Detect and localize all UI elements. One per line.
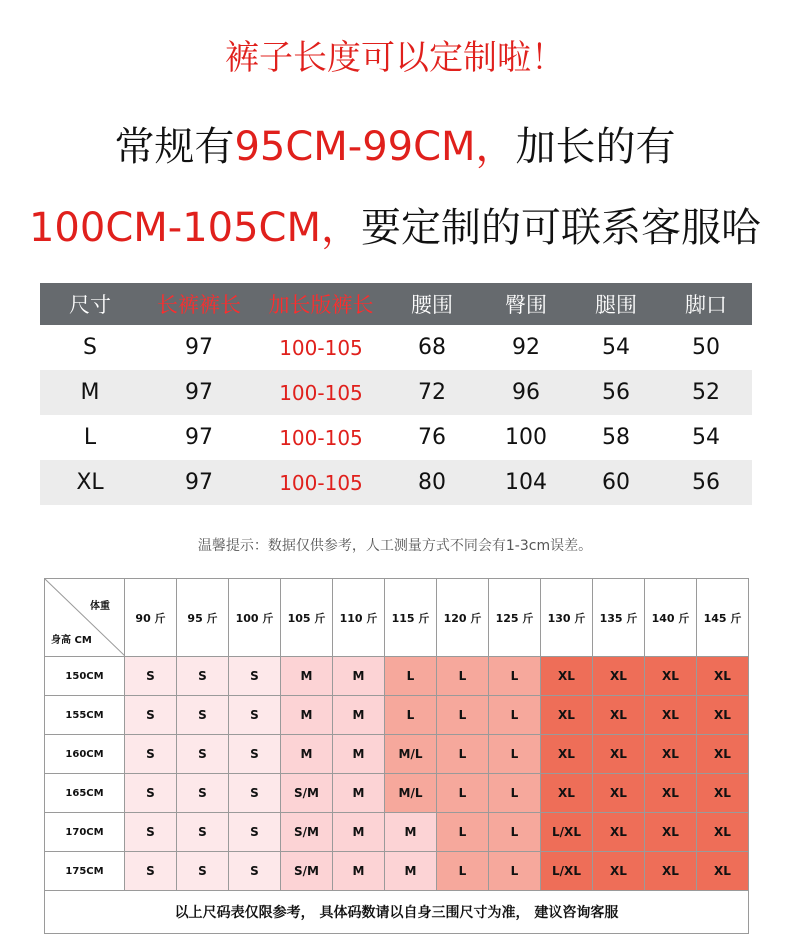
size-recommendation-cell: L <box>489 735 541 774</box>
headline-line3-a: 100CM-105CM， <box>28 205 361 251</box>
height-label: 150CM <box>45 657 125 696</box>
size-cell: 68 <box>418 335 446 360</box>
size-cell: 72 <box>384 370 480 415</box>
size-cell: 50 <box>692 335 720 360</box>
corner-height-label: 身高 CM <box>51 635 92 646</box>
size-recommendation-cell: S <box>229 813 281 852</box>
size-recommendation-cell: XL <box>697 735 749 774</box>
size-recommendation-cell: XL <box>593 735 645 774</box>
size-recommendation-cell: M/L <box>385 735 437 774</box>
size-cell: 92 <box>512 335 540 360</box>
size-cell: 56 <box>660 460 752 505</box>
size-cell: 58 <box>602 425 630 450</box>
size-recommendation-cell: XL <box>541 774 593 813</box>
size-recommendation-cell: M <box>333 696 385 735</box>
weight-header-cell: 140 斤 <box>645 579 697 657</box>
size-recommendation-cell: S <box>125 696 177 735</box>
size-recommendation-cell: L <box>437 735 489 774</box>
size-cell: 100 <box>505 425 547 450</box>
size-cell: 76 <box>418 425 446 450</box>
size-recommendation-cell: M/L <box>385 774 437 813</box>
headline-custom-length <box>0 30 790 79</box>
size-table-header <box>40 283 752 325</box>
size-header-hip: 臀围 <box>480 283 572 325</box>
size-recommendation-cell: S <box>125 735 177 774</box>
size-cell: M <box>40 370 140 415</box>
size-recommendation-cell: XL <box>593 696 645 735</box>
size-recommendation-cell: S <box>177 735 229 774</box>
size-row-m <box>40 370 752 415</box>
size-recommendation-cell: XL <box>697 852 749 891</box>
size-recommendation-cell: XL <box>645 657 697 696</box>
size-cell: 80 <box>384 460 480 505</box>
size-recommendation-cell: XL <box>593 774 645 813</box>
size-cell: L <box>83 425 97 450</box>
size-recommendation-cell: L/XL <box>541 813 593 852</box>
height-label: 175CM <box>45 852 125 891</box>
size-cell: 56 <box>572 370 660 415</box>
size-cell: 97 <box>140 370 258 415</box>
size-recommendation-cell: XL <box>541 696 593 735</box>
size-recommendation-cell: M <box>281 696 333 735</box>
size-recommendation-cell: XL <box>645 696 697 735</box>
weight-header-cell: 105 斤 <box>281 579 333 657</box>
size-recommendation-cell: S <box>177 657 229 696</box>
size-recommendation-cell: S <box>229 735 281 774</box>
size-header-extended-length: 加长版裤长 <box>258 283 384 325</box>
size-header-hem: 脚口 <box>660 283 752 325</box>
weight-header-cell: 90 斤 <box>125 579 177 657</box>
weight-header-cell: 95 斤 <box>177 579 229 657</box>
height-label: 160CM <box>45 735 125 774</box>
headline-regular-length <box>0 115 790 172</box>
size-recommendation-cell: M <box>333 813 385 852</box>
size-recommendation-cell: M <box>385 813 437 852</box>
size-row-l <box>40 415 752 460</box>
size-recommendation-cell: S <box>177 774 229 813</box>
size-cell: XL <box>40 460 140 505</box>
size-recommendation-cell: M <box>385 852 437 891</box>
corner-cell <box>45 579 125 657</box>
chart-footer-row <box>45 891 749 934</box>
headline-line2-b: 95CM-99CM， <box>234 124 516 170</box>
size-cell: 97 <box>185 425 213 450</box>
size-recommendation-cell: S <box>125 774 177 813</box>
weight-header-row <box>45 579 749 657</box>
size-recommendation-cell: M <box>281 657 333 696</box>
height-row <box>45 852 749 891</box>
size-recommendation-cell: L <box>489 774 541 813</box>
height-row <box>45 657 749 696</box>
size-table <box>40 283 752 505</box>
size-recommendation-cell: L <box>489 657 541 696</box>
size-recommendation-cell: L <box>437 696 489 735</box>
size-recommendation-cell: L <box>437 813 489 852</box>
size-recommendation-cell: M <box>281 735 333 774</box>
size-recommendation-cell: S <box>125 852 177 891</box>
size-recommendation-cell: S <box>177 852 229 891</box>
size-recommendation-cell: S/M <box>281 813 333 852</box>
size-cell: 100-105 <box>258 460 384 505</box>
size-recommendation-cell: XL <box>697 813 749 852</box>
size-recommendation-cell: XL <box>697 657 749 696</box>
weight-header-cell: 130 斤 <box>541 579 593 657</box>
size-recommendation-cell: S <box>229 696 281 735</box>
size-recommendation-cell: L <box>489 813 541 852</box>
size-recommendation-cell: S/M <box>281 774 333 813</box>
size-cell: 97 <box>140 460 258 505</box>
weight-header-cell: 115 斤 <box>385 579 437 657</box>
size-recommendation-cell: M <box>333 657 385 696</box>
size-cell: 54 <box>692 425 720 450</box>
size-recommendation-cell: XL <box>645 813 697 852</box>
size-recommendation-cell: S <box>229 657 281 696</box>
height-row <box>45 735 749 774</box>
size-recommendation-cell: S <box>177 696 229 735</box>
size-recommendation-cell: L <box>385 696 437 735</box>
size-recommendation-cell: XL <box>541 735 593 774</box>
headline-line1: 裤子长度可以定制啦！ <box>225 38 565 78</box>
size-recommendation-cell: XL <box>593 852 645 891</box>
size-cell: 100-105 <box>279 425 363 450</box>
size-recommendation-cell: S <box>229 852 281 891</box>
size-recommendation-cell: XL <box>593 813 645 852</box>
weight-header-cell: 125 斤 <box>489 579 541 657</box>
weight-header-cell: 145 斤 <box>697 579 749 657</box>
size-cell: 54 <box>602 335 630 360</box>
height-label: 165CM <box>45 774 125 813</box>
weight-header-cell: 100 斤 <box>229 579 281 657</box>
size-cell: 104 <box>480 460 572 505</box>
size-recommendation-cell: S <box>177 813 229 852</box>
size-recommendation-cell: M <box>333 735 385 774</box>
size-recommendation-cell: M <box>333 774 385 813</box>
size-recommendation-cell: XL <box>697 696 749 735</box>
corner-weight-label: 体重 <box>90 601 110 612</box>
headline-line2-a: 常规有 <box>114 124 235 170</box>
chart-footer-note: 以上尺码表仅限参考， 具体码数请以自身三围尺寸为准， 建议咨询客服 <box>45 891 749 934</box>
size-recommendation-cell: XL <box>697 774 749 813</box>
weight-height-chart <box>44 578 749 934</box>
size-recommendation-cell: L <box>437 852 489 891</box>
size-cell: 97 <box>185 335 213 360</box>
size-row-xl <box>40 460 752 505</box>
size-recommendation-cell: S <box>125 813 177 852</box>
size-header-waist: 腰围 <box>384 283 480 325</box>
size-header-size: 尺寸 <box>40 283 140 325</box>
size-recommendation-cell: L <box>437 657 489 696</box>
size-recommendation-cell: S <box>125 657 177 696</box>
weight-header-cell: 110 斤 <box>333 579 385 657</box>
height-row <box>45 774 749 813</box>
weight-header-cell: 135 斤 <box>593 579 645 657</box>
size-recommendation-cell: XL <box>645 774 697 813</box>
size-recommendation-cell: XL <box>645 735 697 774</box>
size-cell: 96 <box>480 370 572 415</box>
height-row <box>45 813 749 852</box>
measurement-tip: 温馨提示：数据仅供参考，人工测量方式不同会有1-3cm误差。 <box>197 538 593 554</box>
headline-extended-length <box>0 196 790 253</box>
height-label: 155CM <box>45 696 125 735</box>
size-recommendation-cell: L <box>489 852 541 891</box>
size-header-thigh: 腿围 <box>572 283 660 325</box>
size-cell: 52 <box>660 370 752 415</box>
size-recommendation-cell: S <box>229 774 281 813</box>
size-recommendation-cell: XL <box>593 657 645 696</box>
size-cell: S <box>83 335 97 360</box>
size-recommendation-cell: L <box>437 774 489 813</box>
size-recommendation-cell: L <box>385 657 437 696</box>
size-cell: 100-105 <box>279 335 363 360</box>
size-row-s <box>40 325 752 370</box>
size-recommendation-cell: XL <box>541 657 593 696</box>
size-recommendation-cell: L/XL <box>541 852 593 891</box>
size-cell: 60 <box>572 460 660 505</box>
size-recommendation-cell: L <box>489 696 541 735</box>
weight-header-cell: 120 斤 <box>437 579 489 657</box>
headline-line3-b: 要定制的可联系客服哈 <box>361 205 761 251</box>
size-recommendation-cell: M <box>333 852 385 891</box>
size-recommendation-cell: S/M <box>281 852 333 891</box>
headline-line2-c: 加长的有 <box>515 124 676 170</box>
size-header-length: 长裤裤长 <box>140 283 258 325</box>
size-cell: 100-105 <box>258 370 384 415</box>
height-row <box>45 696 749 735</box>
size-recommendation-cell: XL <box>645 852 697 891</box>
height-label: 170CM <box>45 813 125 852</box>
